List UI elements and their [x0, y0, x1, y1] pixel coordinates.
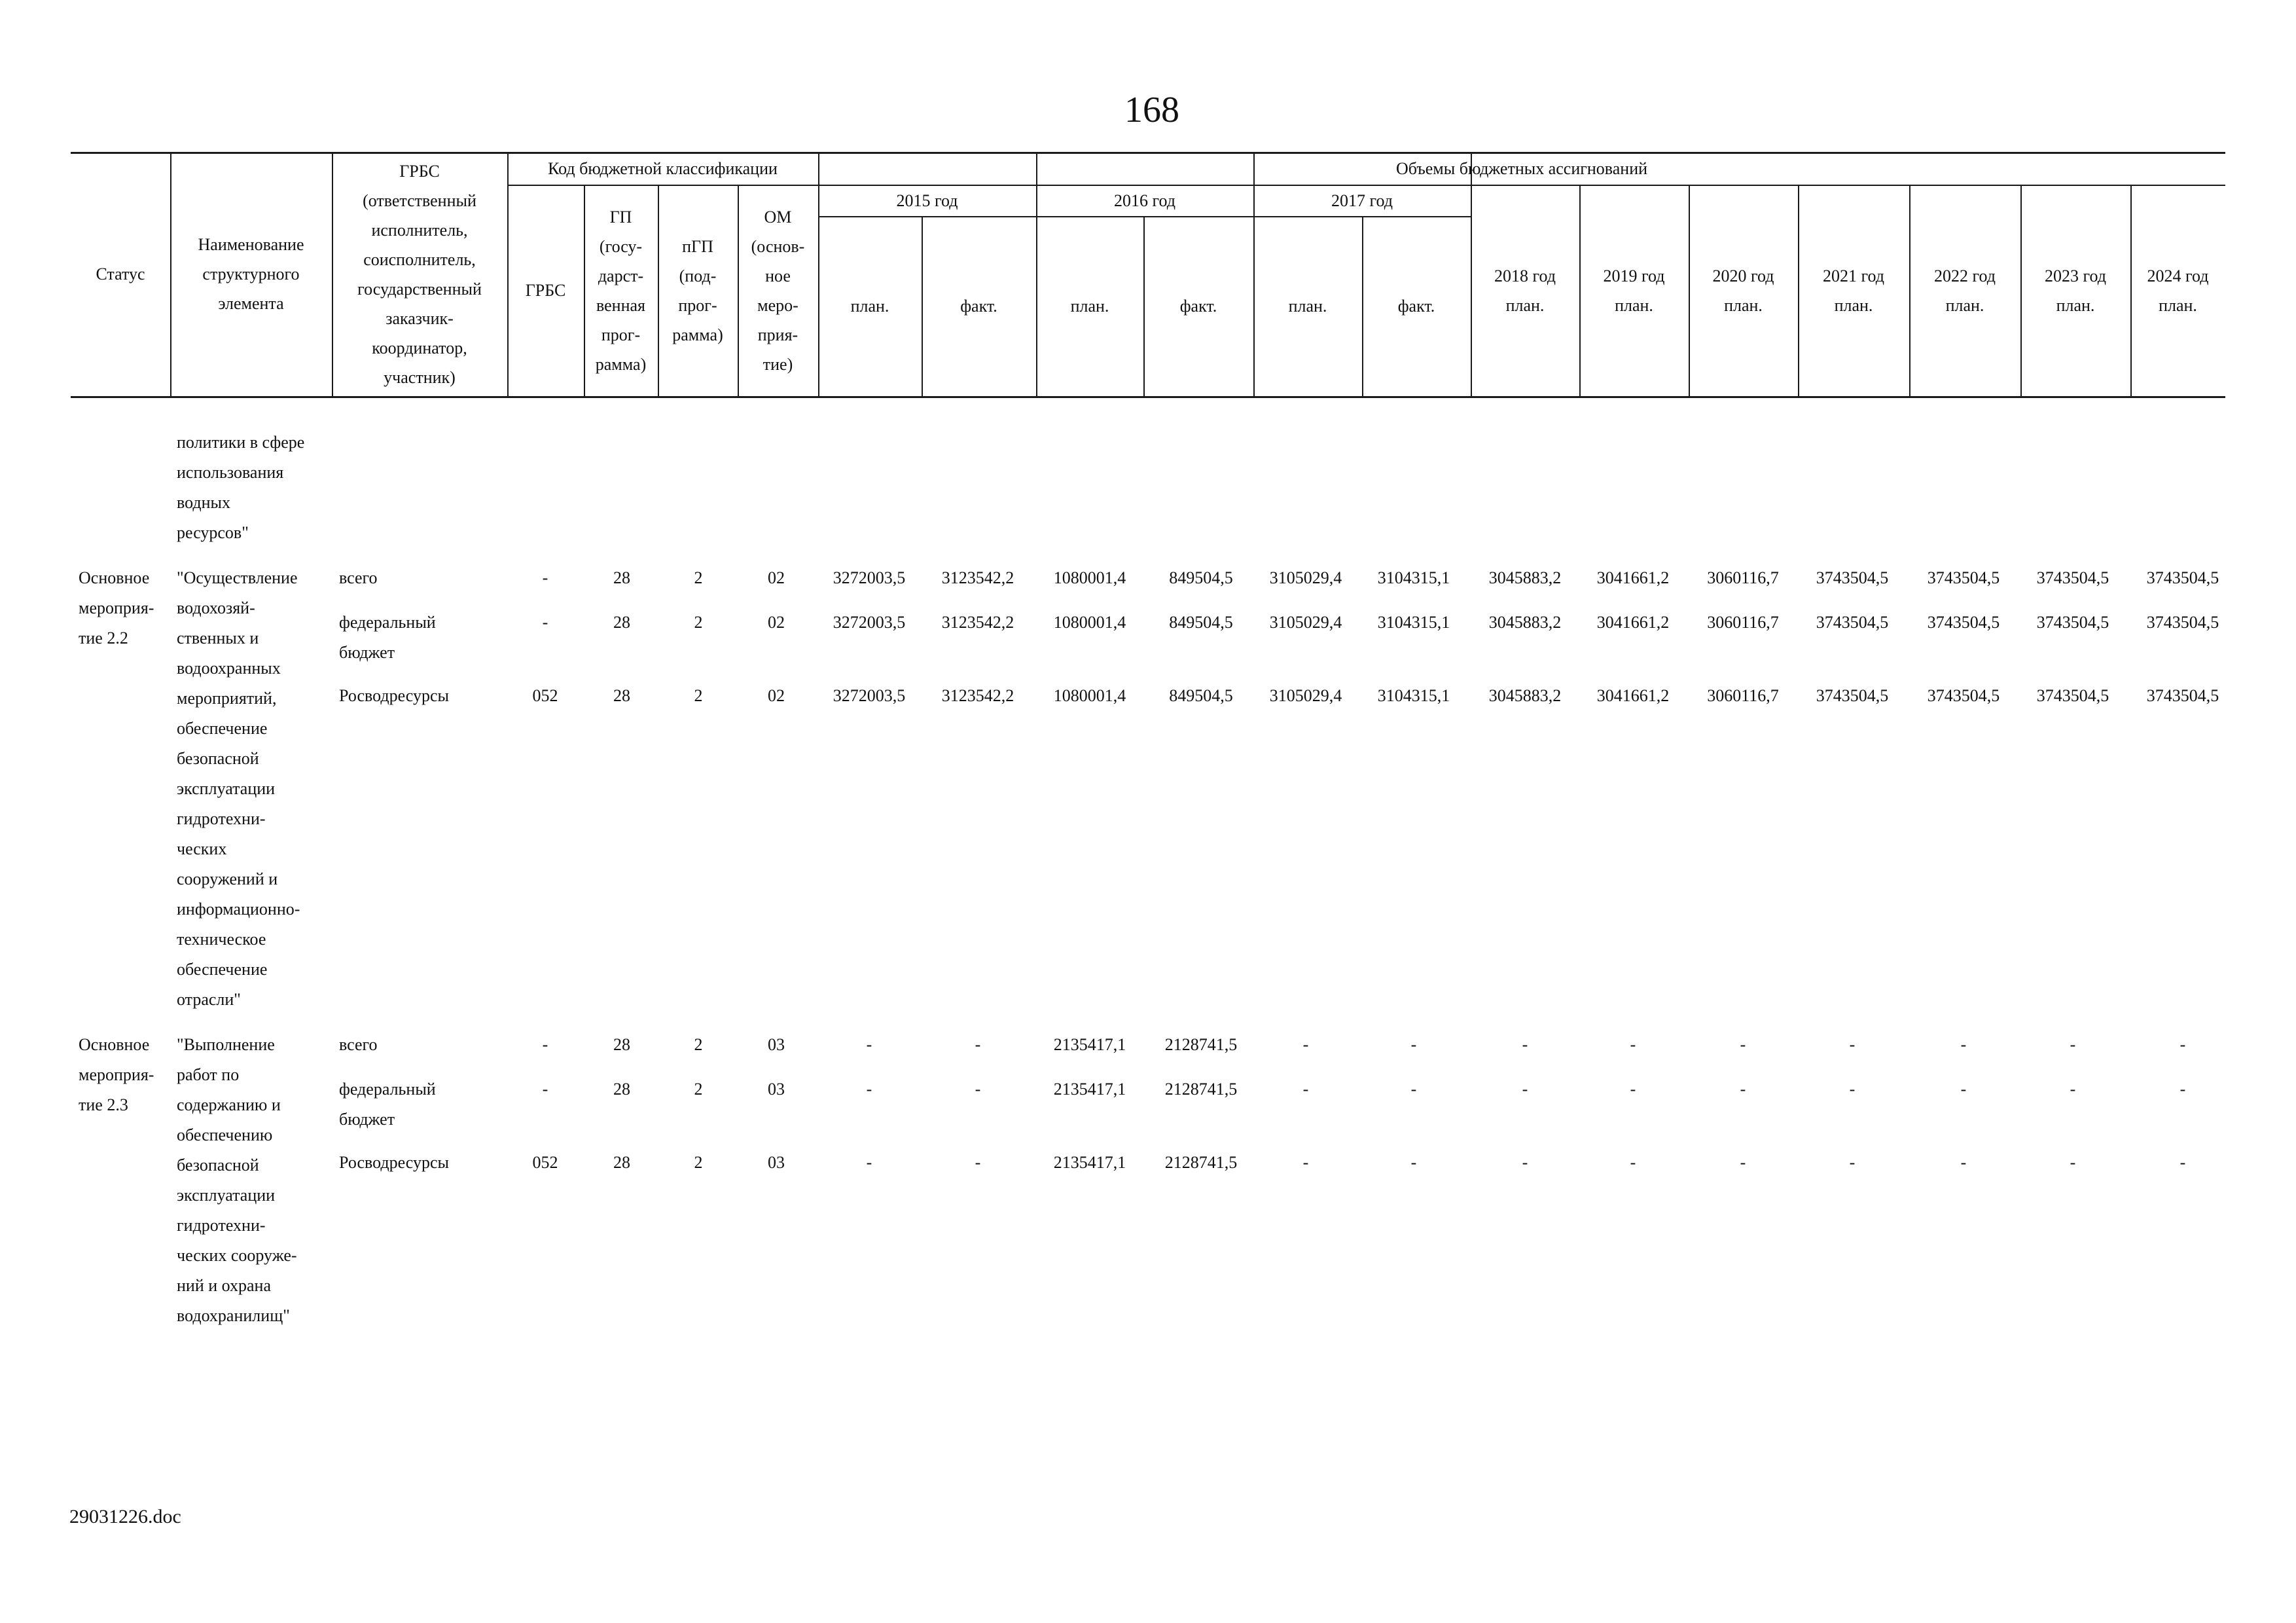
budget-value-cell: 3743504,5	[2036, 613, 2109, 632]
budget-value-cell: -	[1849, 1153, 1856, 1172]
budget-value-cell: -	[866, 1080, 872, 1099]
om-code-cell: 02	[768, 568, 785, 587]
status-cell: Основное мероприя- тие 2.2	[79, 568, 154, 647]
budget-value-cell: 3105029,4	[1269, 686, 1342, 705]
column-header-2021: 2021 год план.	[1823, 266, 1884, 315]
budget-value-cell: 3041661,2	[1596, 613, 1670, 632]
budget-value-cell: -	[1630, 1080, 1636, 1099]
budget-value-cell: -	[975, 1035, 981, 1054]
column-header-grbs-full: ГРБС (ответственный исполнитель, соисполнитель, государственный заказчик- координатор, участник)	[357, 161, 482, 387]
budget-value-cell: 3060116,7	[1707, 686, 1779, 705]
pgp-code-cell: 2	[694, 686, 703, 705]
column-header-fact: факт.	[1397, 297, 1435, 316]
budget-value-cell: -	[1522, 1035, 1528, 1054]
budget-value-cell: 3743504,5	[2036, 568, 2109, 587]
grbs-code-cell: -	[542, 1035, 548, 1054]
column-header-plan: план.	[850, 297, 889, 316]
budget-value-cell: -	[1630, 1153, 1636, 1172]
budget-value-cell: 3743504,5	[1927, 686, 2000, 705]
budget-value-cell: 3045883,2	[1488, 613, 1562, 632]
column-header-plan: план.	[1288, 297, 1327, 316]
column-header-gp: ГП (госу- дарст- венная прог- рамма)	[595, 207, 647, 374]
funding-source-label: всего	[339, 568, 378, 587]
column-header-om: ОМ (основ- ное меро- прия- тие)	[751, 207, 805, 374]
budget-value-cell: -	[866, 1035, 872, 1054]
grbs-code-cell: 052	[532, 1153, 558, 1172]
grbs-code-cell: 052	[532, 686, 558, 705]
budget-value-cell: 3041661,2	[1596, 686, 1670, 705]
structural-element-name-continuation: политики в сфере использования водных ресурсов"	[177, 433, 305, 542]
budget-value-cell: 3123542,2	[941, 613, 1014, 632]
budget-value-cell: -	[1522, 1153, 1528, 1172]
budget-value-cell: -	[2070, 1035, 2076, 1054]
om-code-cell: 02	[768, 686, 785, 705]
budget-value-cell: 2135417,1	[1053, 1153, 1126, 1172]
budget-value-cell: 3272003,5	[833, 613, 906, 632]
column-header-fact: факт.	[1179, 297, 1217, 316]
budget-value-cell: 3105029,4	[1269, 568, 1342, 587]
budget-value-cell: 2135417,1	[1053, 1035, 1126, 1054]
column-header-fact: факт.	[960, 297, 997, 316]
om-code-cell: 02	[768, 613, 785, 632]
grbs-code-cell: -	[542, 1080, 548, 1099]
budget-value-cell: 3104315,1	[1377, 686, 1450, 705]
budget-value-cell: 2135417,1	[1053, 1080, 1126, 1099]
budget-value-cell: -	[1960, 1035, 1967, 1054]
gp-code-cell: 28	[613, 568, 630, 587]
file-name-footer: 29031226.doc	[69, 1506, 181, 1527]
column-header-2015: 2015 год	[896, 191, 958, 210]
budget-value-cell: -	[2179, 1080, 2186, 1099]
budget-value-cell: 2128741,5	[1164, 1035, 1238, 1054]
column-header-2018: 2018 год план.	[1494, 266, 1556, 315]
budget-value-cell: 3104315,1	[1377, 613, 1450, 632]
structural-element-name: "Осуществление водохозяй- ственных и водоохранных мероприятий, обеспечение безопасной эксплуатации гидротехни- ческих сооружений и информационно- техническое обеспечение отрасли"	[177, 568, 300, 1009]
status-cell: Основное мероприя- тие 2.3	[79, 1035, 154, 1114]
budget-value-cell: -	[975, 1080, 981, 1099]
budget-value-cell: 3105029,4	[1269, 613, 1342, 632]
header-bottom-rule	[71, 396, 2225, 398]
budget-value-cell: -	[1410, 1035, 1417, 1054]
funding-source-label: Росводресурсы	[339, 1153, 449, 1172]
page-number: 168	[1124, 90, 1179, 130]
budget-value-cell: -	[1302, 1080, 1309, 1099]
budget-value-cell: 3272003,5	[833, 686, 906, 705]
pgp-code-cell: 2	[694, 568, 703, 587]
column-header-name: Наименование структурного элемента	[198, 235, 304, 313]
budget-value-cell: -	[1960, 1080, 1967, 1099]
pgp-code-cell: 2	[694, 1080, 703, 1099]
column-header-2019: 2019 год план.	[1603, 266, 1665, 315]
pgp-code-cell: 2	[694, 1035, 703, 1054]
budget-value-cell: 3060116,7	[1707, 568, 1779, 587]
budget-value-cell: -	[1630, 1035, 1636, 1054]
budget-value-cell: -	[1302, 1153, 1309, 1172]
budget-value-cell: 3104315,1	[1377, 568, 1450, 587]
budget-value-cell: -	[2179, 1153, 2186, 1172]
pgp-code-cell: 2	[694, 613, 703, 632]
budget-value-cell: -	[1522, 1080, 1528, 1099]
column-header-2020: 2020 год план.	[1712, 266, 1774, 315]
column-header-2016: 2016 год	[1114, 191, 1175, 210]
budget-value-cell: 3743504,5	[2146, 568, 2219, 587]
budget-value-cell: 3743504,5	[1816, 686, 1889, 705]
budget-value-cell: 1080001,4	[1053, 613, 1126, 632]
column-header-status: Статус	[96, 264, 145, 283]
column-header-grbs: ГРБС	[525, 281, 566, 300]
budget-value-cell: -	[2070, 1153, 2076, 1172]
om-code-cell: 03	[768, 1080, 785, 1099]
budget-value-cell: 849504,5	[1169, 686, 1233, 705]
funding-source-label: Росводресурсы	[339, 686, 449, 705]
budget-value-cell: 3743504,5	[2146, 613, 2219, 632]
gp-code-cell: 28	[613, 1080, 630, 1099]
budget-value-cell: 3743504,5	[1816, 613, 1889, 632]
funding-source-label: федеральный бюджет	[339, 1080, 436, 1129]
budget-value-cell: 3743504,5	[2036, 686, 2109, 705]
budget-value-cell: 3060116,7	[1707, 613, 1779, 632]
budget-value-cell: -	[1849, 1080, 1856, 1099]
budget-value-cell: 1080001,4	[1053, 568, 1126, 587]
budget-value-cell: -	[1302, 1035, 1309, 1054]
budget-value-cell: -	[1740, 1080, 1746, 1099]
column-header-2023: 2023 год план.	[2045, 266, 2106, 315]
budget-value-cell: 3743504,5	[1927, 613, 2000, 632]
column-header-plan: план.	[1070, 297, 1109, 316]
budget-value-cell: 3743504,5	[1927, 568, 2000, 587]
budget-value-cell: 2128741,5	[1164, 1080, 1238, 1099]
grbs-code-cell: -	[542, 613, 548, 632]
budget-value-cell: 3743504,5	[1816, 568, 1889, 587]
budget-value-cell: 3123542,2	[941, 686, 1014, 705]
om-code-cell: 03	[768, 1035, 785, 1054]
gp-code-cell: 28	[613, 1035, 630, 1054]
budget-value-cell: -	[975, 1153, 981, 1172]
column-group-code: Код бюджетной классификации	[548, 158, 778, 178]
gp-code-cell: 28	[613, 686, 630, 705]
column-header-2024: 2024 год план.	[2147, 266, 2209, 315]
funding-source-label: федеральный бюджет	[339, 613, 436, 662]
column-header-pgp: пГП (под- прог- рамма)	[672, 236, 723, 344]
budget-value-cell: -	[866, 1153, 872, 1172]
grbs-code-cell: -	[542, 568, 548, 587]
budget-value-cell: 849504,5	[1169, 568, 1233, 587]
structural-element-name: "Выполнение работ по содержанию и обеспечению безопасной эксплуатации гидротехни- ческих сооруже- ний и охрана водохранилищ"	[177, 1035, 297, 1325]
column-header-2022: 2022 год план.	[1934, 266, 1996, 315]
budget-value-cell: 3041661,2	[1596, 568, 1670, 587]
column-header-2017: 2017 год	[1331, 191, 1393, 210]
gp-code-cell: 28	[613, 1153, 630, 1172]
budget-value-cell: 3045883,2	[1488, 686, 1562, 705]
budget-value-cell: -	[1960, 1153, 1967, 1172]
budget-value-cell: -	[1740, 1153, 1746, 1172]
budget-value-cell: 3272003,5	[833, 568, 906, 587]
budget-value-cell: -	[2179, 1035, 2186, 1054]
budget-value-cell: 849504,5	[1169, 613, 1233, 632]
budget-value-cell: -	[2070, 1080, 2076, 1099]
funding-source-label: всего	[339, 1035, 378, 1054]
budget-value-cell: 2128741,5	[1164, 1153, 1238, 1172]
budget-value-cell: 3045883,2	[1488, 568, 1562, 587]
column-group-volumes: Объемы бюджетных ассигнований	[1395, 158, 1648, 178]
budget-value-cell: 1080001,4	[1053, 686, 1126, 705]
budget-value-cell: -	[1740, 1035, 1746, 1054]
budget-value-cell: -	[1410, 1080, 1417, 1099]
budget-value-cell: -	[1849, 1035, 1856, 1054]
pgp-code-cell: 2	[694, 1153, 703, 1172]
budget-value-cell: 3743504,5	[2146, 686, 2219, 705]
gp-code-cell: 28	[613, 613, 630, 632]
om-code-cell: 03	[768, 1153, 785, 1172]
budget-value-cell: 3123542,2	[941, 568, 1014, 587]
budget-value-cell: -	[1410, 1153, 1417, 1172]
